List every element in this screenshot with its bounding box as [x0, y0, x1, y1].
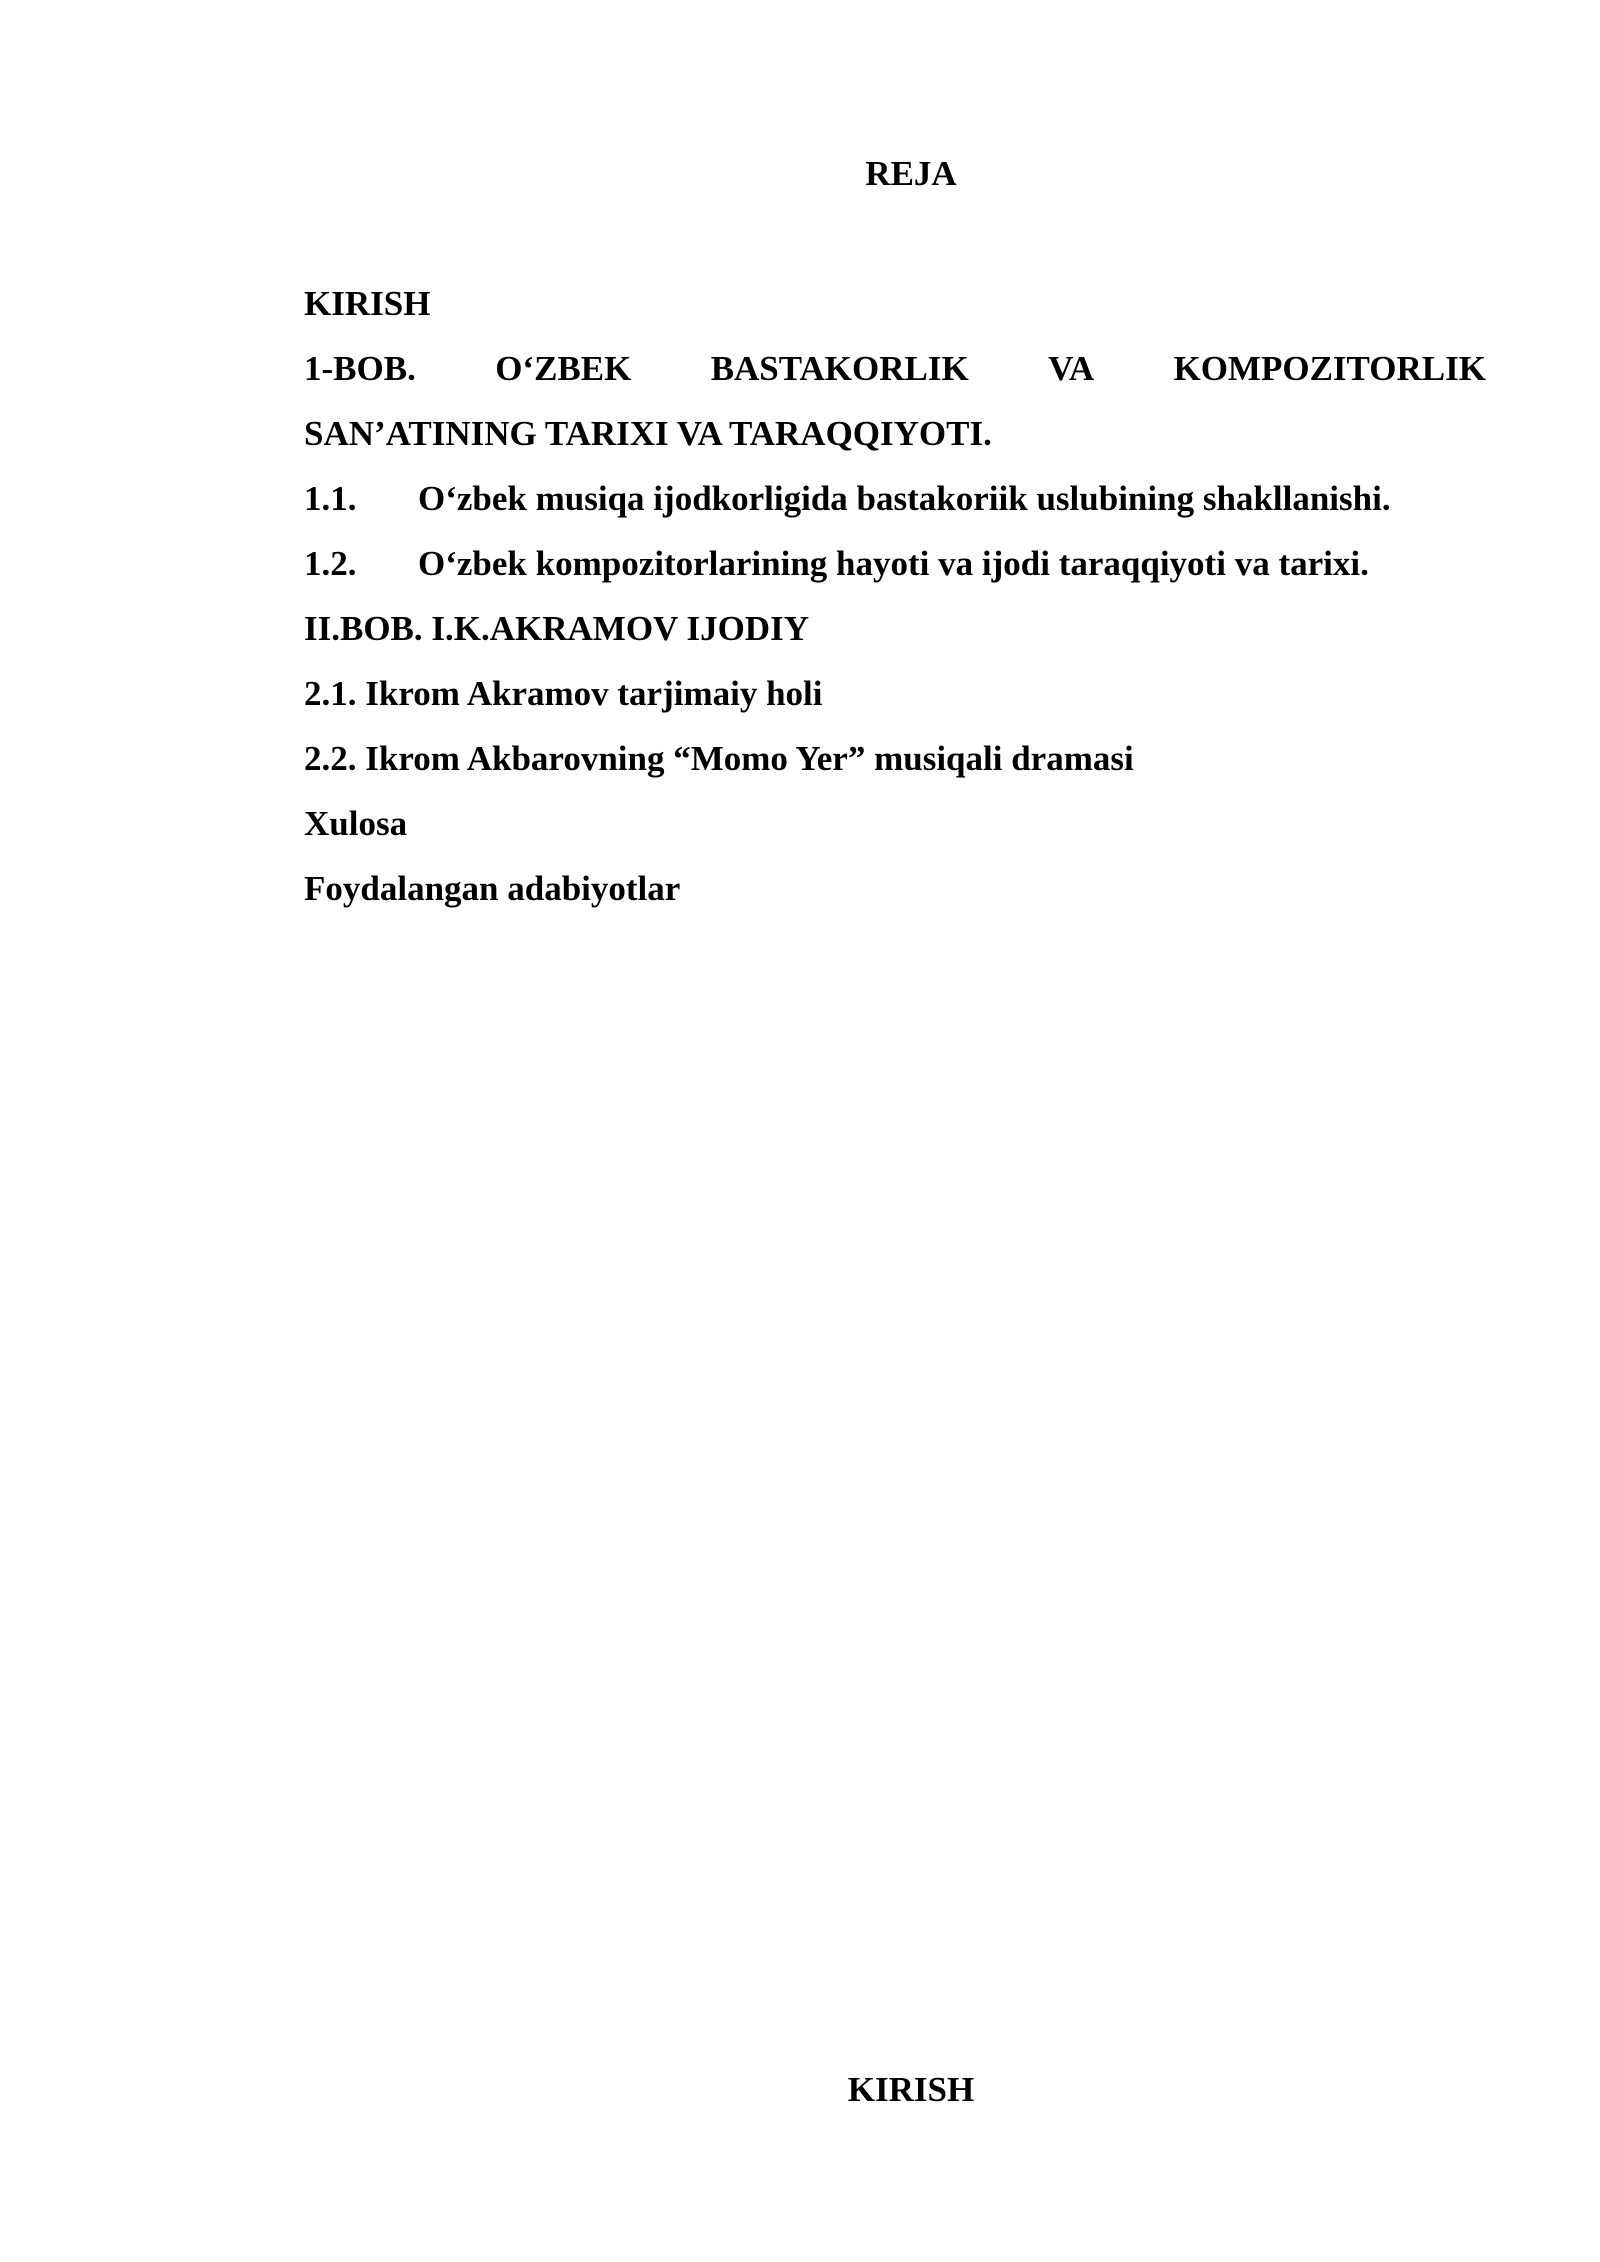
- toc-item-text: O‘zbek musiqa ijodkorligida bastakoriik uslubining shakllanishi.: [418, 479, 1391, 518]
- toc-chapter1-word: KOMPOZITORLIK: [1173, 349, 1486, 388]
- toc-item-number: 1.1.: [304, 479, 357, 518]
- toc-chapter1-word: O‘ZBEK: [495, 349, 632, 388]
- toc-chapter1-word: VA: [1048, 349, 1095, 388]
- toc-entry-chapter1-line2: SAN’ATINING TARIXI VA TARAQQIYOTI.: [304, 414, 992, 453]
- toc-chapter1-word: BASTAKORLIK: [710, 349, 969, 388]
- toc-entry-1-2: [304, 540, 1486, 605]
- toc-entry-chapter2: II.BOB. I.K.AKRAMOV IJODIY: [304, 609, 809, 648]
- toc-entry-references: Foydalangan adabiyotlar: [304, 869, 681, 908]
- toc-entry-conclusion: Xulosa: [304, 804, 408, 843]
- page-title: REJA: [865, 154, 957, 193]
- table-of-contents: [304, 280, 1486, 930]
- toc-chapter1-word: 1-BOB.: [304, 349, 416, 388]
- toc-entry-2-2: 2.2. Ikrom Akbarovning “Momo Yer” musiqali dramasi: [304, 739, 1134, 778]
- toc-entry-1-1: [304, 475, 1486, 540]
- toc-item-text: O‘zbek kompozitorlarining hayoti va ijodi taraqqiyoti va tarixi.: [418, 544, 1369, 583]
- section-heading-introduction: KIRISH: [847, 2070, 975, 2109]
- toc-entry-chapter1-line1: [304, 345, 1486, 410]
- toc-item-number: 1.2.: [304, 544, 357, 583]
- toc-entry-introduction: KIRISH: [304, 284, 431, 323]
- toc-entry-2-1: 2.1. Ikrom Akramov tarjimaiy holi: [304, 674, 823, 713]
